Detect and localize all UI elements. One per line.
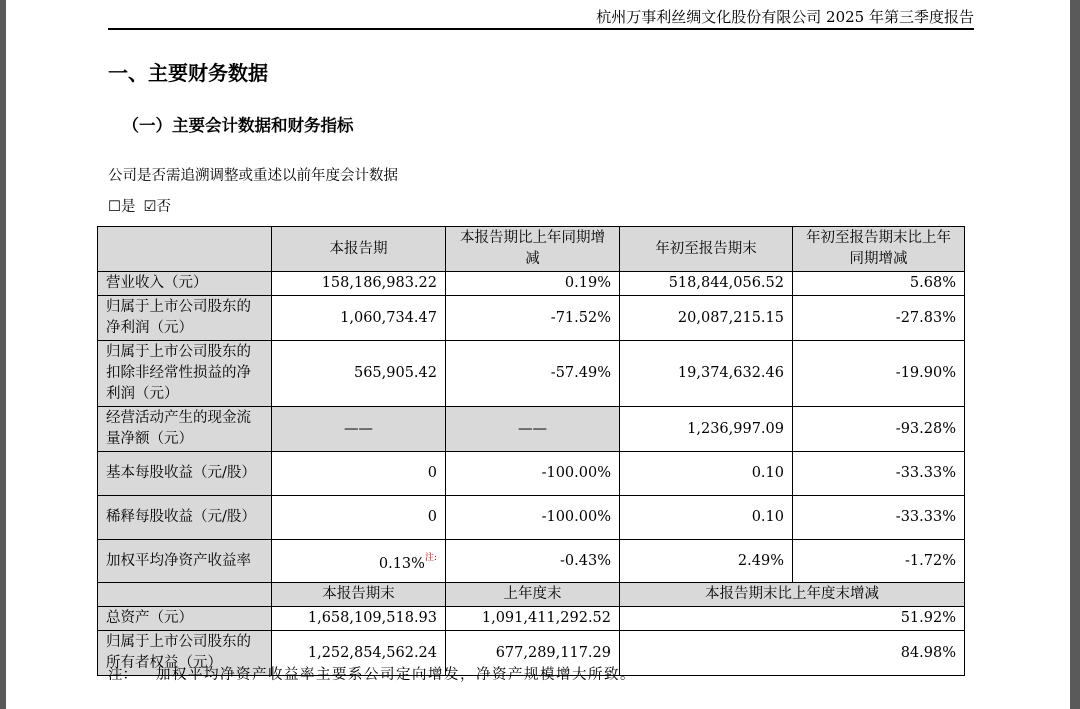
table-row [98, 540, 965, 583]
cell-value: 1,658,109,518.93 [272, 607, 446, 631]
row-label: 经营活动产生的现金流量净额（元） [98, 407, 272, 452]
cell-value: 0 [272, 496, 446, 540]
row-label: 总资产（元） [98, 607, 272, 631]
table-row [98, 496, 965, 540]
financial-data-table [97, 226, 965, 676]
cell-value: -71.52% [446, 296, 620, 341]
cell-value: -0.43% [446, 540, 620, 583]
cell-value: -1.72% [793, 540, 965, 583]
table-row [98, 296, 965, 341]
table-header-cell: 本报告期末比上年度末增减 [620, 583, 965, 607]
footnote [108, 664, 636, 686]
cell-value: -57.49% [446, 341, 620, 407]
restate-options [108, 196, 179, 218]
cell-value: -19.90% [793, 341, 965, 407]
row-label: 归属于上市公司股东的所有者权益（元） [98, 631, 272, 676]
viewer-left-edge [0, 0, 6, 709]
table-header-cell: 上年度末 [446, 583, 620, 607]
cell-value: 1,236,997.09 [620, 407, 793, 452]
cell-value: -93.28% [793, 407, 965, 452]
subsection-number: （一） [122, 116, 172, 135]
page-header: 杭州万事利丝绸文化股份有限公司 2025 年第三季度报告 [596, 8, 974, 26]
cell-value: 1,091,411,292.52 [446, 607, 620, 631]
cell-value: 51.92% [620, 607, 965, 631]
subsection-title [108, 113, 354, 139]
table-header-cell: 年初至报告期末比上年同期增减 [793, 227, 965, 272]
cell-value: -27.83% [793, 296, 965, 341]
table-header-row [98, 227, 965, 272]
table-row [98, 407, 965, 452]
row-label: 归属于上市公司股东的净利润（元） [98, 296, 272, 341]
table-header-cell: 本报告期 [272, 227, 446, 272]
row-label: 营业收入（元） [98, 272, 272, 296]
section-title: 一、主要财务数据 [108, 61, 268, 85]
roe-value: 0.13% [378, 555, 425, 572]
cell-value: -33.33% [793, 452, 965, 496]
cell-value: -100.00% [446, 452, 620, 496]
table-header-corner [98, 583, 272, 607]
cell-value: 677,289,117.29 [446, 631, 620, 676]
table-header-cell: 本报告期比上年同期增减 [446, 227, 620, 272]
cell-value: —— [272, 407, 446, 452]
viewer-right-edge [1070, 0, 1080, 709]
cell-value: —— [446, 407, 620, 452]
cell-value: 518,844,056.52 [620, 272, 793, 296]
table-row [98, 272, 965, 296]
table-row [98, 341, 965, 407]
table-header-corner [98, 227, 272, 272]
row-label: 稀释每股收益（元/股） [98, 496, 272, 540]
row-label: 归属于上市公司股东的扣除非经常性损益的净利润（元） [98, 341, 272, 407]
cell-value: 565,905.42 [272, 341, 446, 407]
row-label: 基本每股收益（元/股） [98, 452, 272, 496]
row-label: 加权平均净资产收益率 [98, 540, 272, 583]
header-rule [108, 28, 974, 30]
table-row [98, 452, 965, 496]
cell-value: 2.49% [620, 540, 793, 583]
cell-value: 1,252,854,562.24 [272, 631, 446, 676]
table-header-cell: 本报告期末 [272, 583, 446, 607]
cell-value: 0.19% [446, 272, 620, 296]
option-yes-checkbox: ☐是 [108, 199, 136, 215]
cell-value: 0.10 [620, 496, 793, 540]
subsection-text: 主要会计数据和财务指标 [172, 116, 354, 135]
footnote-text: 加权平均净资产收益率主要系公司定向增发，净资产规模增大所致。 [156, 667, 636, 683]
footnote-label: 注： [108, 667, 137, 683]
cell-value: 0 [272, 452, 446, 496]
restate-question: 公司是否需追溯调整或重述以前年度会计数据 [108, 168, 398, 184]
cell-value: 0.10 [620, 452, 793, 496]
cell-value: 158,186,983.22 [272, 272, 446, 296]
option-no-checkbox: ☑否 [143, 199, 171, 215]
cell-value: -33.33% [793, 496, 965, 540]
cell-value: -100.00% [446, 496, 620, 540]
cell-value: 20,087,215.15 [620, 296, 793, 341]
cell-value: 5.68% [793, 272, 965, 296]
table-subheader-row [98, 583, 965, 607]
cell-value [272, 540, 446, 583]
table-row [98, 607, 965, 631]
cell-value: 84.98% [620, 631, 965, 676]
note-marker: 注: [424, 552, 437, 563]
cell-value: 19,374,632.46 [620, 341, 793, 407]
table-header-cell: 年初至报告期末 [620, 227, 793, 272]
cell-value: 1,060,734.47 [272, 296, 446, 341]
